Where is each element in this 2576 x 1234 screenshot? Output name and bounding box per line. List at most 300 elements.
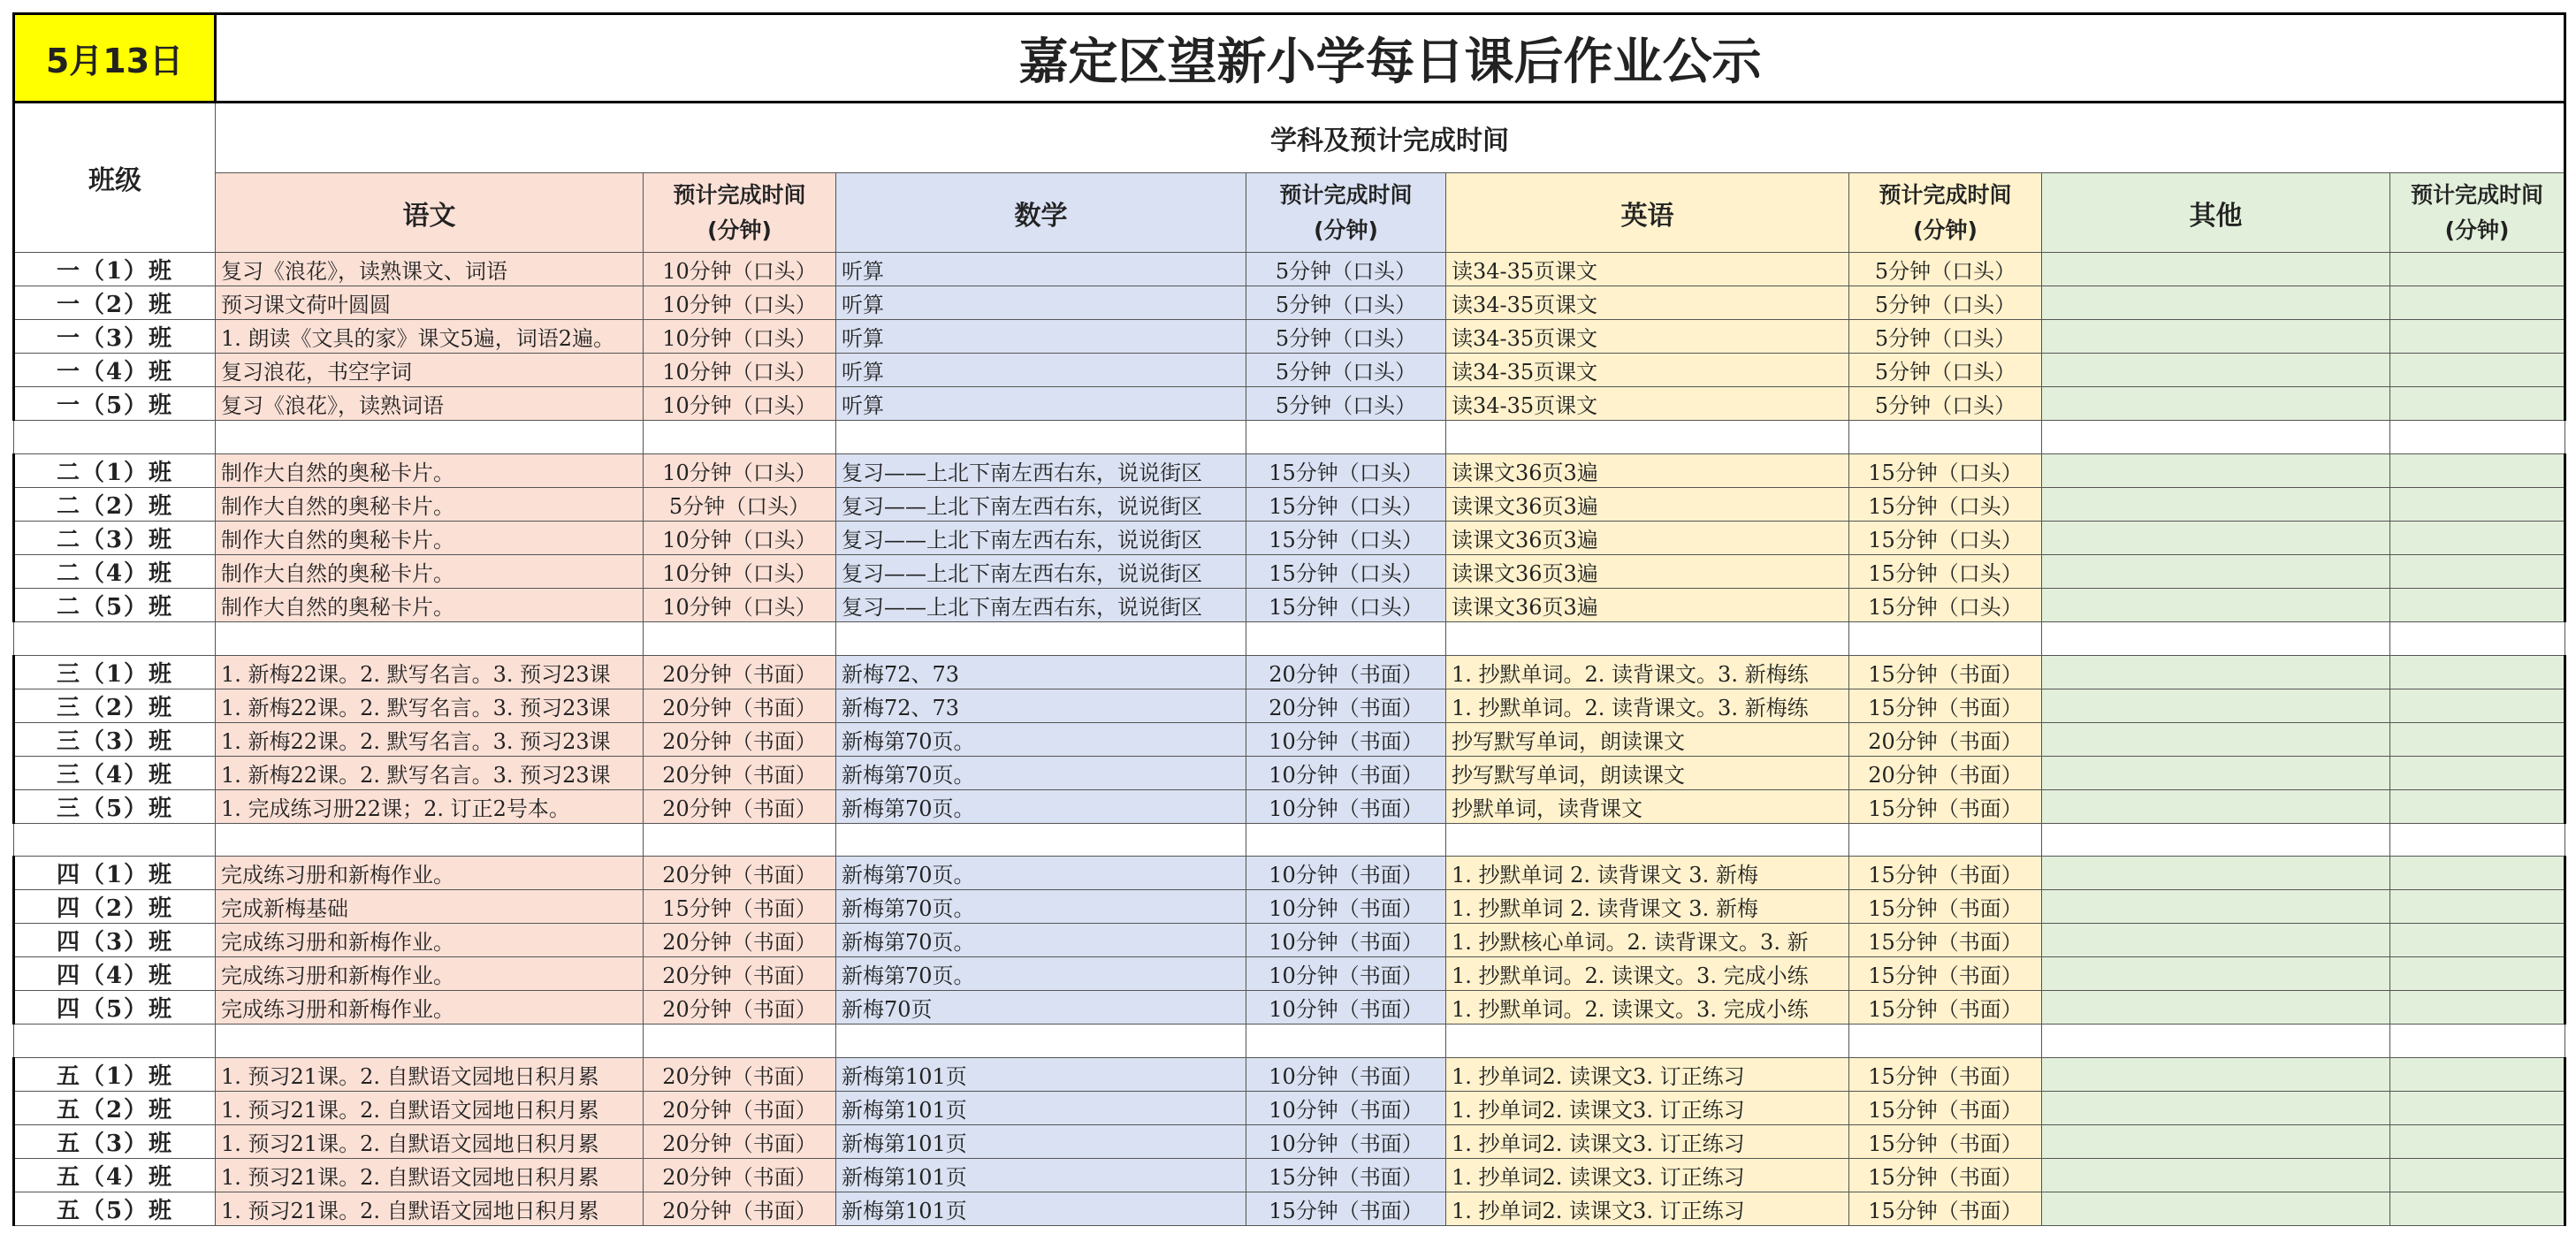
table-row: [14, 1125, 2565, 1159]
chinese-time-cell: 10分钟（口头）: [644, 286, 836, 320]
math-cell: 听算: [836, 354, 1246, 387]
english-time-cell: 15分钟（书面）: [1849, 1092, 2042, 1125]
class-cell: 一（1）班: [14, 253, 216, 286]
chinese-time-header: 预计完成时间 (分钟): [644, 173, 836, 253]
grade-spacer-row: [14, 621, 2565, 655]
math-time-cell: 5分钟（口头）: [1246, 320, 1446, 354]
math-cell: 新梅第101页: [836, 1125, 1246, 1159]
table-row: [14, 924, 2565, 957]
math-time-cell: 15分钟（口头）: [1246, 453, 1446, 487]
chinese-cell: 制作大自然的奥秘卡片。: [216, 521, 644, 554]
table-row: [14, 1058, 2565, 1092]
class-cell: 五（5）班: [14, 1192, 216, 1226]
chinese-cell: 1. 预习21课。2. 自默语文园地日积月累: [216, 1192, 644, 1226]
math-cell: 新梅第70页。: [836, 957, 1246, 991]
english-time-cell: 15分钟（书面）: [1849, 1058, 2042, 1092]
other-cell: [2042, 588, 2390, 621]
other-time-cell: [2390, 756, 2565, 789]
table-row: [14, 387, 2565, 421]
chinese-time-cell: 20分钟（书面）: [644, 1058, 836, 1092]
other-time-cell: [2390, 588, 2565, 621]
chinese-time-cell: 20分钟（书面）: [644, 689, 836, 722]
class-cell: 一（3）班: [14, 320, 216, 354]
english-cell: 读课文36页3遍: [1446, 554, 1849, 588]
chinese-cell: 复习《浪花》，读熟词语: [216, 387, 644, 421]
class-cell: 三（5）班: [14, 789, 216, 823]
chinese-cell: 复习浪花，书空字词: [216, 354, 644, 387]
grade-spacer-row: [14, 421, 2565, 454]
spacer-cell: [14, 823, 216, 857]
math-cell: 新梅第101页: [836, 1092, 1246, 1125]
english-time-cell: 15分钟（书面）: [1849, 924, 2042, 957]
chinese-time-cell: 20分钟（书面）: [644, 722, 836, 756]
chinese-cell: 预习课文荷叶圆圆: [216, 286, 644, 320]
other-time-cell: [2390, 890, 2565, 924]
english-cell: 1. 抄单词2. 读课文3. 订正练习: [1446, 1092, 1849, 1125]
math-cell: 复习——上北下南左西右东，说说街区: [836, 521, 1246, 554]
other-time-cell: [2390, 655, 2565, 689]
class-cell: 二（4）班: [14, 554, 216, 588]
page-title: 嘉定区望新小学每日课后作业公示: [216, 14, 2565, 103]
spacer-cell: [1849, 421, 2042, 454]
chinese-cell: 1. 预习21课。2. 自默语文园地日积月累: [216, 1058, 644, 1092]
chinese-cell: 完成新梅基础: [216, 890, 644, 924]
english-cell: 读34-35页课文: [1446, 354, 1849, 387]
class-cell: 五（3）班: [14, 1125, 216, 1159]
spacer-cell: [1246, 421, 1446, 454]
math-time-cell: 10分钟（书面）: [1246, 1092, 1446, 1125]
other-cell: [2042, 387, 2390, 421]
spacer-cell: [644, 621, 836, 655]
spacer-cell: [14, 1025, 216, 1058]
class-cell: 二（3）班: [14, 521, 216, 554]
spacer-cell: [1246, 1025, 1446, 1058]
math-time-cell: 10分钟（书面）: [1246, 857, 1446, 890]
other-time-cell: [2390, 957, 2565, 991]
english-cell: 读课文36页3遍: [1446, 487, 1849, 521]
table-row: [14, 890, 2565, 924]
math-time-cell: 15分钟（口头）: [1246, 554, 1446, 588]
english-time-cell: 15分钟（书面）: [1849, 1159, 2042, 1192]
math-cell: 新梅第70页。: [836, 789, 1246, 823]
other-cell: [2042, 554, 2390, 588]
class-cell: 五（4）班: [14, 1159, 216, 1192]
table-row: [14, 521, 2565, 554]
math-cell: 听算: [836, 286, 1246, 320]
table-row: [14, 253, 2565, 286]
other-cell: [2042, 1192, 2390, 1226]
chinese-cell: 1. 完成练习册22课；2. 订正2号本。: [216, 789, 644, 823]
homework-table: [12, 12, 2566, 1226]
other-cell: [2042, 991, 2390, 1025]
math-time-cell: 20分钟（书面）: [1246, 655, 1446, 689]
other-time-cell: [2390, 487, 2565, 521]
class-cell: 一（5）班: [14, 387, 216, 421]
math-cell: 复习——上北下南左西右东，说说街区: [836, 588, 1246, 621]
chinese-cell: 1. 新梅22课。2. 默写名言。3. 预习23课: [216, 689, 644, 722]
chinese-cell: 完成练习册和新梅作业。: [216, 857, 644, 890]
math-cell: 新梅第70页。: [836, 924, 1246, 957]
other-time-cell: [2390, 857, 2565, 890]
chinese-cell: 制作大自然的奥秘卡片。: [216, 588, 644, 621]
spacer-cell: [836, 1025, 1246, 1058]
subject-group-header: 学科及预计完成时间: [216, 103, 2565, 173]
english-cell: 读课文36页3遍: [1446, 453, 1849, 487]
class-cell: 四（1）班: [14, 857, 216, 890]
spacer-cell: [14, 421, 216, 454]
other-time-cell: [2390, 453, 2565, 487]
table-row: [14, 487, 2565, 521]
english-time-cell: 5分钟（口头）: [1849, 320, 2042, 354]
english-time-cell: 5分钟（口头）: [1849, 253, 2042, 286]
english-time-cell: 15分钟（书面）: [1849, 1125, 2042, 1159]
table-row: [14, 453, 2565, 487]
other-cell: [2042, 1092, 2390, 1125]
other-cell: [2042, 1058, 2390, 1092]
chinese-time-cell: 15分钟（书面）: [644, 890, 836, 924]
spacer-cell: [2390, 823, 2565, 857]
chinese-cell: 制作大自然的奥秘卡片。: [216, 453, 644, 487]
english-cell: 1. 抄单词2. 读课文3. 订正练习: [1446, 1159, 1849, 1192]
class-cell: 一（4）班: [14, 354, 216, 387]
other-time-cell: [2390, 1092, 2565, 1125]
english-cell: 读课文36页3遍: [1446, 521, 1849, 554]
other-time-cell: [2390, 689, 2565, 722]
english-cell: 抄写默写单词，朗读课文: [1446, 722, 1849, 756]
other-cell: [2042, 521, 2390, 554]
math-time-cell: 15分钟（口头）: [1246, 487, 1446, 521]
chinese-time-cell: 10分钟（口头）: [644, 354, 836, 387]
math-cell: 新梅第101页: [836, 1192, 1246, 1226]
english-cell: 1. 抄默单词 2. 读背课文 3. 新梅: [1446, 857, 1849, 890]
english-time-header: 预计完成时间 (分钟): [1849, 173, 2042, 253]
spacer-cell: [1446, 823, 1849, 857]
english-time-cell: 5分钟（口头）: [1849, 286, 2042, 320]
english-time-cell: 5分钟（口头）: [1849, 387, 2042, 421]
class-cell: 五（2）班: [14, 1092, 216, 1125]
table-row: [14, 655, 2565, 689]
math-time-cell: 15分钟（口头）: [1246, 521, 1446, 554]
chinese-cell: 完成练习册和新梅作业。: [216, 924, 644, 957]
math-time-cell: 5分钟（口头）: [1246, 286, 1446, 320]
spacer-cell: [2042, 1025, 2390, 1058]
other-time-cell: [2390, 1159, 2565, 1192]
english-time-cell: 15分钟（书面）: [1849, 991, 2042, 1025]
chinese-time-cell: 20分钟（书面）: [644, 1125, 836, 1159]
english-cell: 读34-35页课文: [1446, 253, 1849, 286]
other-time-cell: [2390, 286, 2565, 320]
chinese-cell: 1. 新梅22课。2. 默写名言。3. 预习23课: [216, 756, 644, 789]
table-row: [14, 857, 2565, 890]
other-cell: [2042, 857, 2390, 890]
other-time-cell: [2390, 789, 2565, 823]
english-cell: 读34-35页课文: [1446, 387, 1849, 421]
chinese-cell: 1. 预习21课。2. 自默语文园地日积月累: [216, 1092, 644, 1125]
spacer-cell: [216, 823, 644, 857]
other-time-cell: [2390, 253, 2565, 286]
class-cell: 四（5）班: [14, 991, 216, 1025]
chinese-time-cell: 10分钟（口头）: [644, 387, 836, 421]
chinese-time-cell: 20分钟（书面）: [644, 1092, 836, 1125]
spacer-cell: [1849, 621, 2042, 655]
chinese-time-cell: 10分钟（口头）: [644, 554, 836, 588]
class-column-header: 班级: [14, 103, 216, 253]
spacer-cell: [2042, 823, 2390, 857]
spacer-cell: [836, 823, 1246, 857]
chinese-time-cell: 10分钟（口头）: [644, 521, 836, 554]
other-cell: [2042, 689, 2390, 722]
spacer-cell: [1849, 823, 2042, 857]
other-cell: [2042, 286, 2390, 320]
date-cell: 5月13日: [14, 14, 216, 103]
english-time-cell: 15分钟（书面）: [1849, 1192, 2042, 1226]
math-cell: 复习——上北下南左西右东，说说街区: [836, 487, 1246, 521]
math-cell: 复习——上北下南左西右东，说说街区: [836, 453, 1246, 487]
chinese-header: 语文: [216, 173, 644, 253]
english-time-cell: 15分钟（书面）: [1849, 655, 2042, 689]
english-time-cell: 20分钟（书面）: [1849, 722, 2042, 756]
math-time-cell: 10分钟（书面）: [1246, 789, 1446, 823]
english-cell: 1. 抄单词2. 读课文3. 订正练习: [1446, 1125, 1849, 1159]
math-cell: 新梅第70页。: [836, 722, 1246, 756]
english-cell: 1. 抄默单词 2. 读背课文 3. 新梅: [1446, 890, 1849, 924]
chinese-time-cell: 20分钟（书面）: [644, 957, 836, 991]
math-time-cell: 20分钟（书面）: [1246, 689, 1446, 722]
math-time-cell: 10分钟（书面）: [1246, 924, 1446, 957]
english-cell: 1. 抄默单词。2. 读课文。3. 完成小练: [1446, 957, 1849, 991]
chinese-cell: 1. 预习21课。2. 自默语文园地日积月累: [216, 1125, 644, 1159]
math-time-header: 预计完成时间 (分钟): [1246, 173, 1446, 253]
table-row: [14, 991, 2565, 1025]
other-cell: [2042, 789, 2390, 823]
math-cell: 听算: [836, 387, 1246, 421]
grade-spacer-row: [14, 823, 2565, 857]
table-row: [14, 320, 2565, 354]
english-time-cell: 15分钟（口头）: [1849, 588, 2042, 621]
table-row: [14, 1159, 2565, 1192]
math-cell: 听算: [836, 320, 1246, 354]
table-row: [14, 286, 2565, 320]
math-cell: 新梅第70页。: [836, 756, 1246, 789]
chinese-time-cell: 20分钟（书面）: [644, 991, 836, 1025]
math-time-cell: 15分钟（书面）: [1246, 1159, 1446, 1192]
other-cell: [2042, 320, 2390, 354]
english-cell: 读34-35页课文: [1446, 286, 1849, 320]
math-time-cell: 5分钟（口头）: [1246, 387, 1446, 421]
chinese-time-cell: 10分钟（口头）: [644, 588, 836, 621]
table-row: [14, 689, 2565, 722]
spacer-cell: [1446, 421, 1849, 454]
english-time-cell: 15分钟（口头）: [1849, 554, 2042, 588]
math-time-cell: 10分钟（书面）: [1246, 756, 1446, 789]
chinese-time-cell: 20分钟（书面）: [644, 924, 836, 957]
class-cell: 二（1）班: [14, 453, 216, 487]
chinese-time-cell: 5分钟（口头）: [644, 487, 836, 521]
other-cell: [2042, 487, 2390, 521]
other-time-cell: [2390, 1192, 2565, 1226]
table-row: [14, 722, 2565, 756]
english-cell: 1. 抄单词2. 读课文3. 订正练习: [1446, 1192, 1849, 1226]
english-cell: 读34-35页课文: [1446, 320, 1849, 354]
english-time-cell: 15分钟（书面）: [1849, 890, 2042, 924]
other-cell: [2042, 924, 2390, 957]
spacer-cell: [1446, 1025, 1849, 1058]
spacer-cell: [1849, 1025, 2042, 1058]
class-cell: 二（5）班: [14, 588, 216, 621]
table-row: [14, 957, 2565, 991]
spacer-cell: [2390, 621, 2565, 655]
chinese-cell: 1. 预习21课。2. 自默语文园地日积月累: [216, 1159, 644, 1192]
table-row: [14, 1192, 2565, 1226]
spacer-cell: [1246, 621, 1446, 655]
math-time-cell: 10分钟（书面）: [1246, 991, 1446, 1025]
other-time-cell: [2390, 1058, 2565, 1092]
other-time-cell: [2390, 924, 2565, 957]
other-time-cell: [2390, 554, 2565, 588]
other-time-cell: [2390, 387, 2565, 421]
chinese-time-cell: 20分钟（书面）: [644, 789, 836, 823]
english-cell: 1. 抄单词2. 读课文3. 订正练习: [1446, 1058, 1849, 1092]
english-time-cell: 15分钟（书面）: [1849, 957, 2042, 991]
spacer-cell: [644, 823, 836, 857]
spacer-cell: [836, 421, 1246, 454]
spacer-cell: [644, 421, 836, 454]
math-time-cell: 10分钟（书面）: [1246, 1125, 1446, 1159]
english-time-cell: 20分钟（书面）: [1849, 756, 2042, 789]
class-cell: 四（2）班: [14, 890, 216, 924]
math-time-cell: 5分钟（口头）: [1246, 253, 1446, 286]
other-cell: [2042, 1159, 2390, 1192]
english-time-cell: 15分钟（书面）: [1849, 789, 2042, 823]
other-header: 其他: [2042, 173, 2390, 253]
math-header: 数学: [836, 173, 1246, 253]
table-row: [14, 756, 2565, 789]
chinese-time-cell: 10分钟（口头）: [644, 320, 836, 354]
math-cell: 复习——上北下南左西右东，说说街区: [836, 554, 1246, 588]
other-time-cell: [2390, 320, 2565, 354]
english-cell: 1. 抄默单词。2. 读背课文。3. 新梅练: [1446, 689, 1849, 722]
chinese-cell: 制作大自然的奥秘卡片。: [216, 554, 644, 588]
english-time-cell: 15分钟（口头）: [1849, 453, 2042, 487]
spacer-cell: [2042, 421, 2390, 454]
math-time-cell: 10分钟（书面）: [1246, 957, 1446, 991]
math-cell: 听算: [836, 253, 1246, 286]
math-cell: 新梅70页: [836, 991, 1246, 1025]
spacer-cell: [216, 1025, 644, 1058]
table-row: [14, 588, 2565, 621]
math-time-cell: 10分钟（书面）: [1246, 890, 1446, 924]
chinese-time-cell: 20分钟（书面）: [644, 655, 836, 689]
class-cell: 四（3）班: [14, 924, 216, 957]
math-cell: 新梅72、73: [836, 689, 1246, 722]
math-time-cell: 5分钟（口头）: [1246, 354, 1446, 387]
english-time-cell: 15分钟（口头）: [1849, 487, 2042, 521]
chinese-cell: 完成练习册和新梅作业。: [216, 991, 644, 1025]
class-cell: 五（1）班: [14, 1058, 216, 1092]
other-time-cell: [2390, 354, 2565, 387]
english-header: 英语: [1446, 173, 1849, 253]
other-cell: [2042, 253, 2390, 286]
table-row: [14, 1092, 2565, 1125]
spacer-cell: [216, 421, 644, 454]
chinese-time-cell: 20分钟（书面）: [644, 1159, 836, 1192]
spacer-cell: [1446, 621, 1849, 655]
english-cell: 1. 抄默单词。2. 读背课文。3. 新梅练: [1446, 655, 1849, 689]
other-cell: [2042, 453, 2390, 487]
spacer-cell: [14, 621, 216, 655]
class-cell: 一（2）班: [14, 286, 216, 320]
math-cell: 新梅第70页。: [836, 857, 1246, 890]
chinese-time-cell: 10分钟（口头）: [644, 253, 836, 286]
other-time-cell: [2390, 722, 2565, 756]
other-cell: [2042, 354, 2390, 387]
math-cell: 新梅第101页: [836, 1058, 1246, 1092]
other-cell: [2042, 1125, 2390, 1159]
chinese-cell: 制作大自然的奥秘卡片。: [216, 487, 644, 521]
class-cell: 三（4）班: [14, 756, 216, 789]
english-time-cell: 5分钟（口头）: [1849, 354, 2042, 387]
other-cell: [2042, 890, 2390, 924]
class-cell: 四（4）班: [14, 957, 216, 991]
other-cell: [2042, 722, 2390, 756]
chinese-time-cell: 20分钟（书面）: [644, 756, 836, 789]
spacer-cell: [836, 621, 1246, 655]
table-body: [14, 14, 2565, 1226]
chinese-time-cell: 10分钟（口头）: [644, 453, 836, 487]
class-cell: 三（1）班: [14, 655, 216, 689]
math-cell: 新梅第101页: [836, 1159, 1246, 1192]
math-time-cell: 10分钟（书面）: [1246, 722, 1446, 756]
chinese-cell: 1. 新梅22课。2. 默写名言。3. 预习23课: [216, 655, 644, 689]
table-row: [14, 789, 2565, 823]
math-cell: 新梅72、73: [836, 655, 1246, 689]
spacer-cell: [2390, 421, 2565, 454]
class-cell: 二（2）班: [14, 487, 216, 521]
english-time-cell: 15分钟（书面）: [1849, 857, 2042, 890]
grade-spacer-row: [14, 1025, 2565, 1058]
chinese-cell: 1. 朗读《文具的家》课文5遍，词语2遍。: [216, 320, 644, 354]
other-cell: [2042, 655, 2390, 689]
english-cell: 读课文36页3遍: [1446, 588, 1849, 621]
other-time-header: 预计完成时间 (分钟): [2390, 173, 2565, 253]
english-cell: 抄默单词，读背课文: [1446, 789, 1849, 823]
chinese-time-cell: 20分钟（书面）: [644, 857, 836, 890]
chinese-cell: 完成练习册和新梅作业。: [216, 957, 644, 991]
other-cell: [2042, 957, 2390, 991]
spacer-cell: [644, 1025, 836, 1058]
other-time-cell: [2390, 521, 2565, 554]
english-cell: 抄写默写单词，朗读课文: [1446, 756, 1849, 789]
math-cell: 新梅第70页。: [836, 890, 1246, 924]
spacer-cell: [1246, 823, 1446, 857]
math-time-cell: 15分钟（书面）: [1246, 1192, 1446, 1226]
other-time-cell: [2390, 991, 2565, 1025]
english-cell: 1. 抄默单词。2. 读课文。3. 完成小练: [1446, 991, 1849, 1025]
chinese-cell: 1. 新梅22课。2. 默写名言。3. 预习23课: [216, 722, 644, 756]
english-time-cell: 15分钟（口头）: [1849, 521, 2042, 554]
spacer-cell: [216, 621, 644, 655]
other-time-cell: [2390, 1125, 2565, 1159]
class-cell: 三（3）班: [14, 722, 216, 756]
spacer-cell: [2390, 1025, 2565, 1058]
english-cell: 1. 抄默核心单词。2. 读背课文。3. 新: [1446, 924, 1849, 957]
table-row: [14, 554, 2565, 588]
chinese-cell: 复习《浪花》，读熟课文、词语: [216, 253, 644, 286]
chinese-time-cell: 20分钟（书面）: [644, 1192, 836, 1226]
class-cell: 三（2）班: [14, 689, 216, 722]
table-row: [14, 354, 2565, 387]
english-time-cell: 15分钟（书面）: [1849, 689, 2042, 722]
